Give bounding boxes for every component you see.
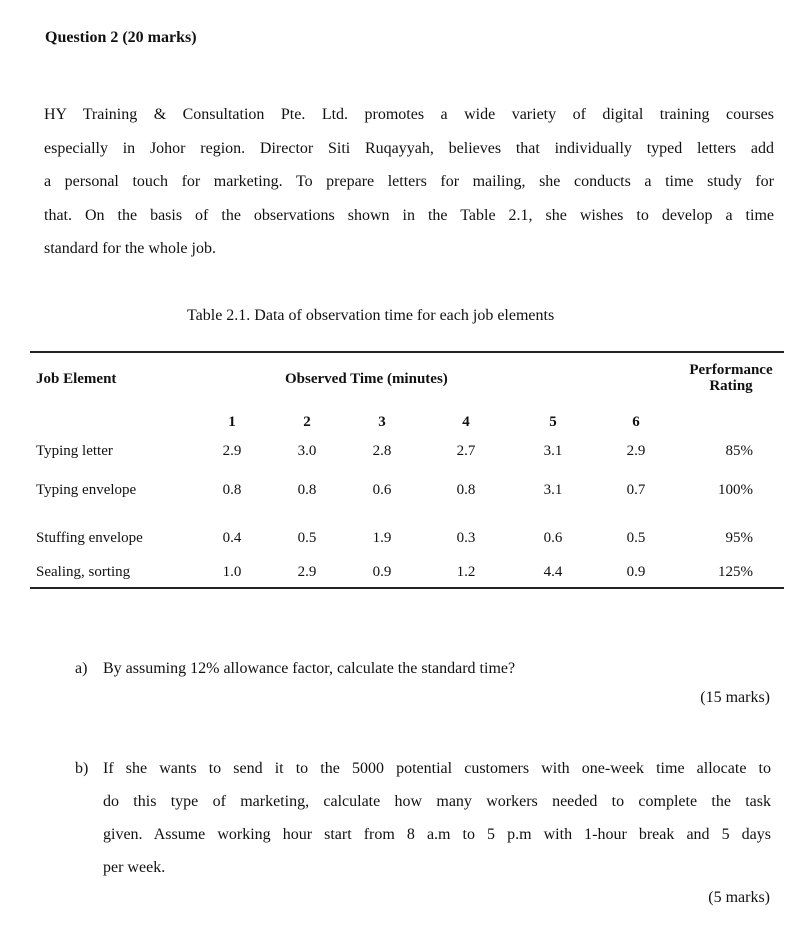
cell-value: 2.9 <box>626 443 646 459</box>
cell-value: 0.5 <box>297 530 317 546</box>
paragraph-line: that. On the basis of the observations shown in the Table 2.1, she wishes to develop a time <box>44 206 774 224</box>
observation-number: 4 <box>462 414 470 430</box>
question-title: Question 2 (20 marks) <box>45 29 197 46</box>
paragraph-line: a personal touch for marketing. To prepare letters for mailing, she conducts a time study for <box>44 173 774 190</box>
cell-value: 0.3 <box>456 530 476 546</box>
cell-value: 1.2 <box>456 564 476 580</box>
row-name: Sealing, sorting <box>36 564 131 580</box>
cell-value: 1.9 <box>372 530 392 546</box>
cell-value: 0.9 <box>626 564 646 580</box>
question-b-marks: (5 marks) <box>708 889 770 906</box>
cell-value: 0.7 <box>626 482 646 498</box>
question-b-label: b) <box>75 760 89 777</box>
row-name: Stuffing envelope <box>36 530 143 546</box>
row-name: Typing letter <box>36 443 113 459</box>
header-observed-time: Observed Time (minutes) <box>285 371 448 387</box>
row-name: Typing envelope <box>36 482 137 498</box>
cell-value: 1.0 <box>222 564 242 580</box>
header-rating-line: Rating <box>709 378 753 394</box>
question-b-line: given. Assume working hour start from 8 a.m to 5 p.m with 1-hour break and 5 days <box>103 826 771 843</box>
cell-value: 2.9 <box>222 443 242 459</box>
paragraph-line: HY Training & Consultation Pte. Ltd. promotes a wide variety of digital training courses <box>44 106 774 123</box>
question-b-line: If she wants to send it to the 5000 potential customers with one-week time allocate to <box>103 760 771 777</box>
performance-rating: 85% <box>725 443 753 459</box>
cell-value: 4.4 <box>543 564 563 580</box>
question-b-line: do this type of marketing, calculate how many workers needed to complete the task <box>103 793 771 810</box>
cell-value: 2.9 <box>297 564 317 580</box>
cell-value: 0.4 <box>222 530 242 546</box>
observation-number: 3 <box>378 414 386 430</box>
observation-number: 2 <box>303 414 311 430</box>
question-paragraph <box>44 98 774 266</box>
question-a-text: By assuming 12% allowance factor, calculate the standard time? <box>103 660 516 677</box>
cell-value: 0.8 <box>297 482 317 498</box>
cell-value: 0.8 <box>222 482 242 498</box>
paragraph-line: especially in Johor region. Director Siti Ruqayyah, believes that individually typed letters add <box>44 139 774 157</box>
observation-number: 1 <box>228 414 236 430</box>
paragraph-line: standard for the whole job. <box>44 240 216 257</box>
cell-value: 3.1 <box>543 443 563 459</box>
cell-value: 2.8 <box>372 443 392 459</box>
header-performance-rating <box>676 362 786 394</box>
question-b-text <box>103 752 771 884</box>
table-top-rule <box>30 351 784 353</box>
table-caption: Table 2.1. Data of observation time for each job elements <box>187 307 555 324</box>
cell-value: 0.5 <box>626 530 646 546</box>
cell-value: 0.8 <box>456 482 476 498</box>
table-bottom-rule <box>30 587 784 589</box>
header-performance-line: Performance <box>689 362 773 378</box>
question-a-label: a) <box>75 660 88 677</box>
cell-value: 3.1 <box>543 482 563 498</box>
question-a-marks: (15 marks) <box>700 689 770 706</box>
cell-value: 3.0 <box>297 443 317 459</box>
performance-rating: 100% <box>718 482 753 498</box>
question-b-line: per week. <box>103 859 166 876</box>
performance-rating: 95% <box>725 530 753 546</box>
observation-number: 5 <box>549 414 557 430</box>
observation-number: 6 <box>632 414 640 430</box>
cell-value: 2.7 <box>456 443 476 459</box>
cell-value: 0.6 <box>372 482 392 498</box>
cell-value: 0.9 <box>372 564 392 580</box>
header-job-element: Job Element <box>36 371 117 387</box>
cell-value: 0.6 <box>543 530 563 546</box>
performance-rating: 125% <box>718 564 753 580</box>
